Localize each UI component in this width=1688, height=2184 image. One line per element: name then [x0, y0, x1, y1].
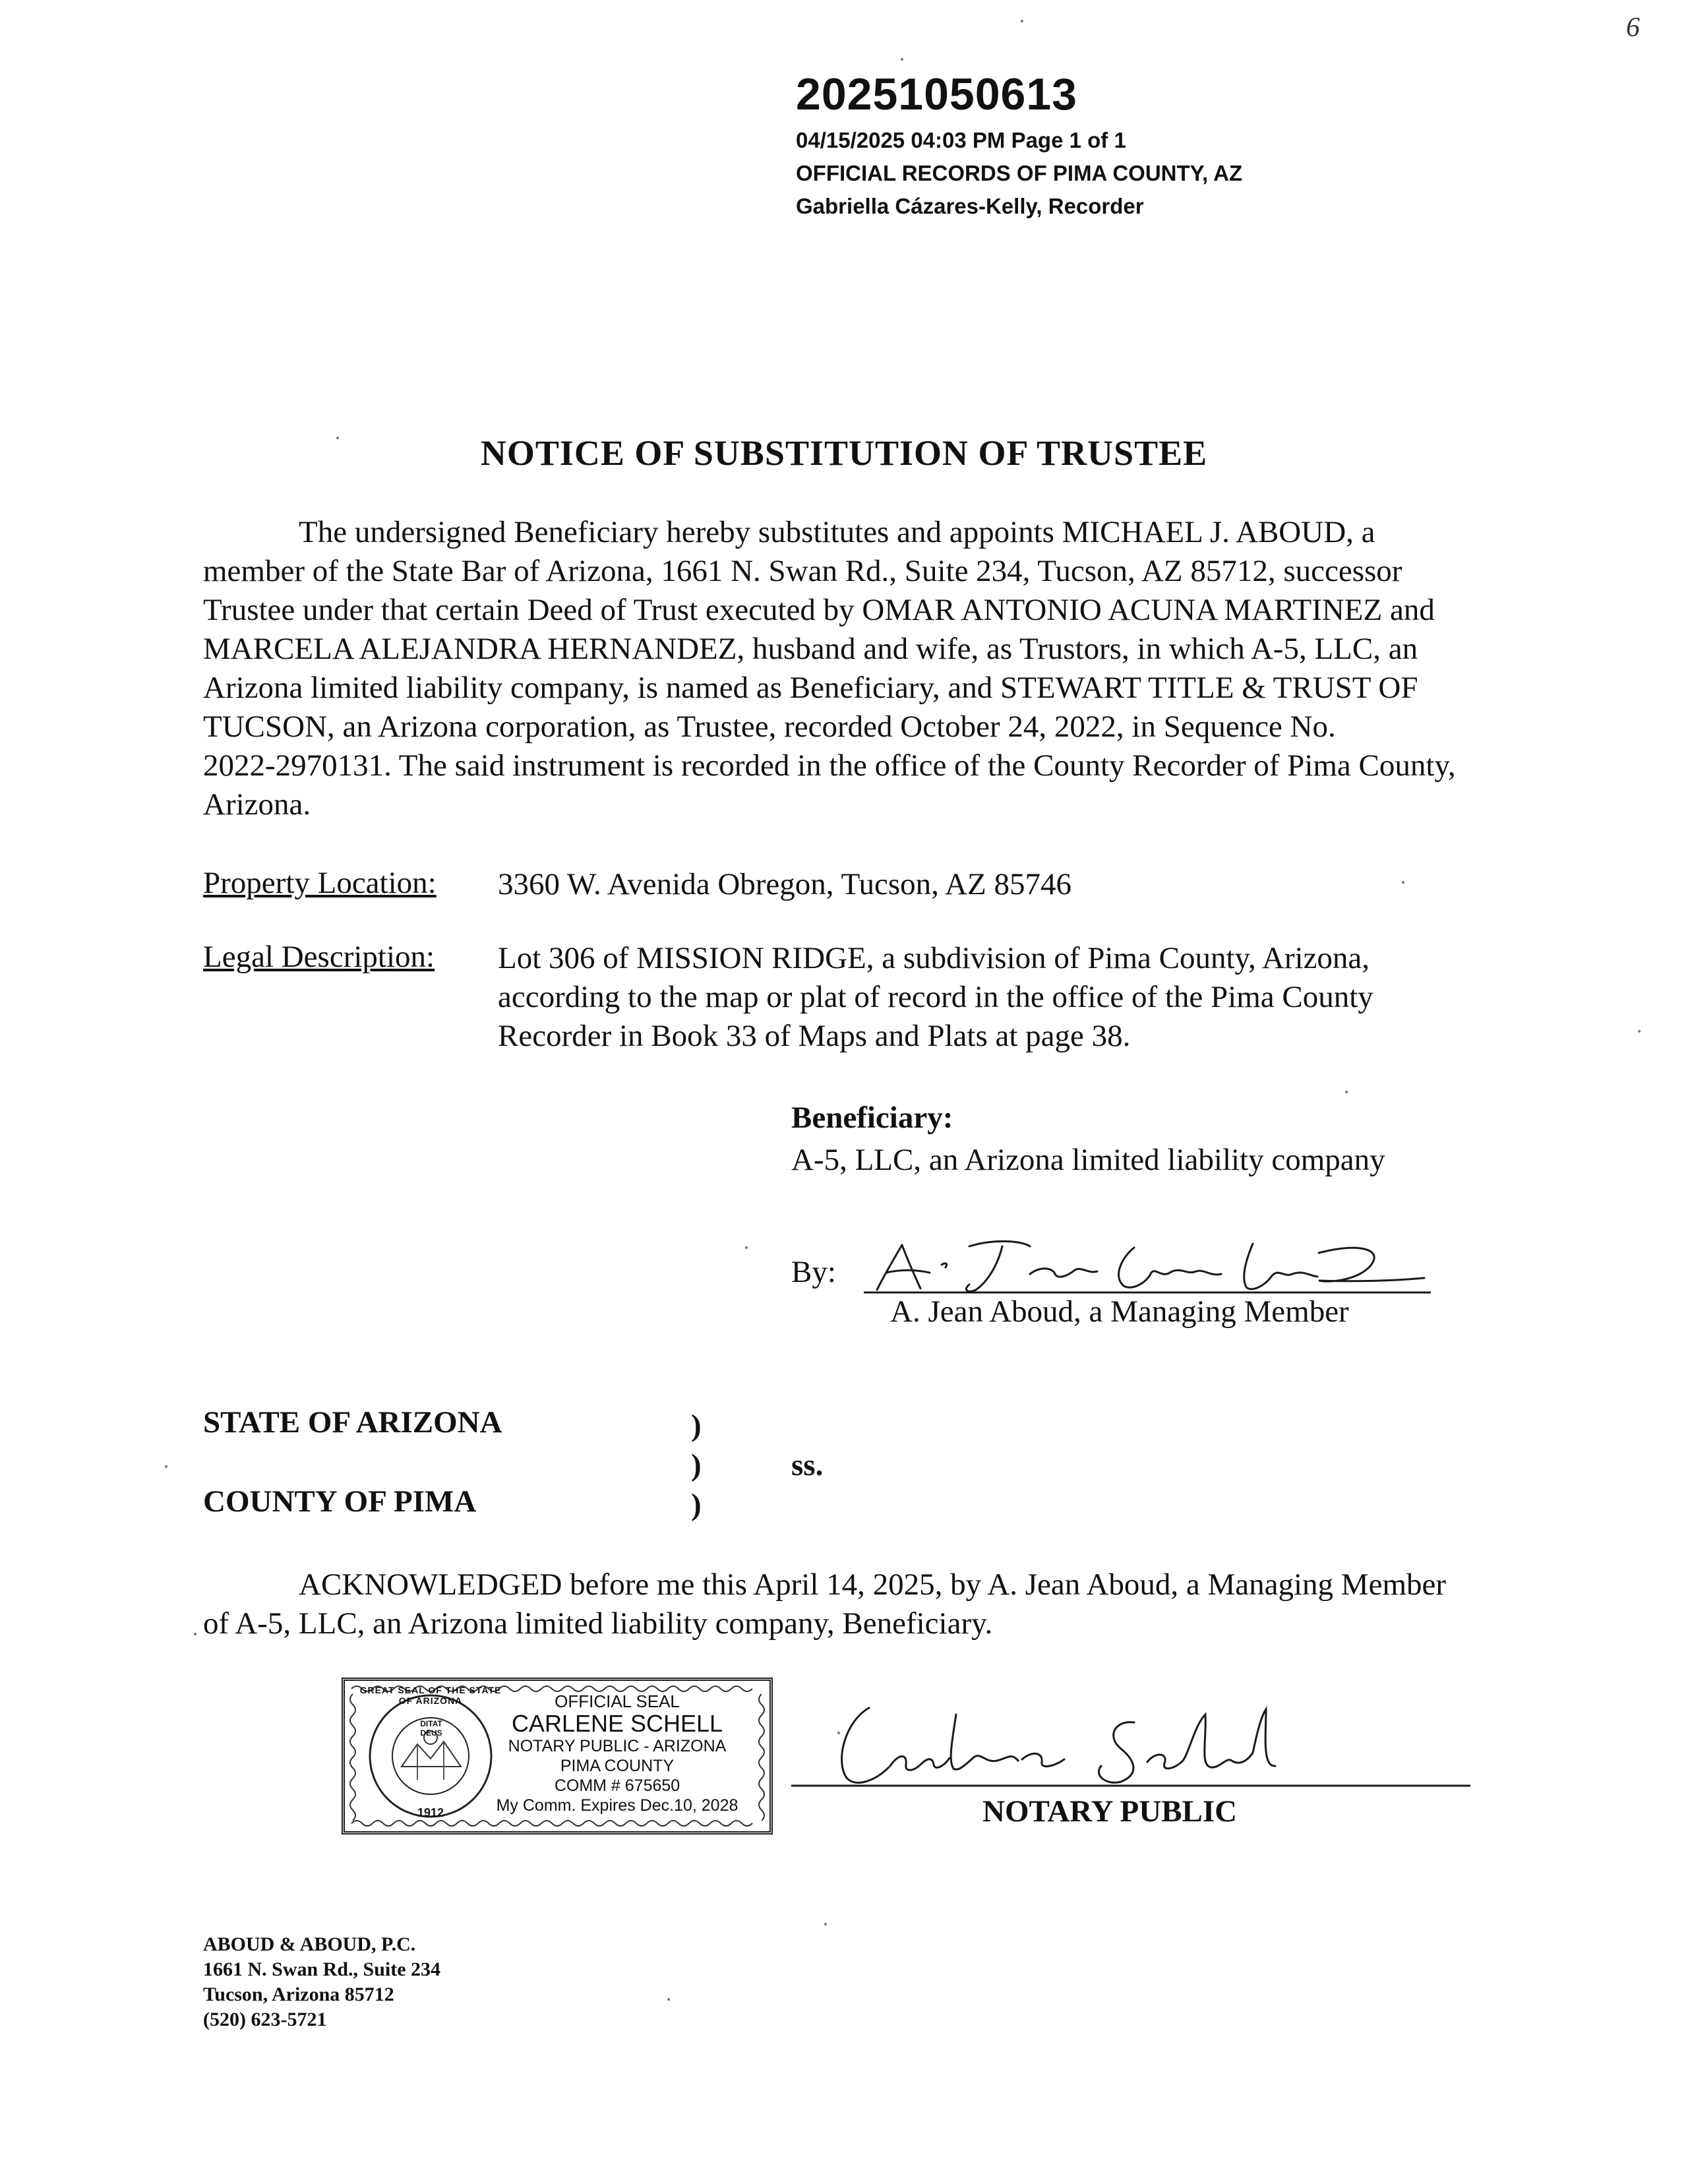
seal-ring-text: GREAT SEAL OF THE STATE OF ARIZONA [359, 1685, 502, 1706]
document-title: NOTICE OF SUBSTITUTION OF TRUSTEE [480, 433, 1208, 473]
acknowledgment-line: of A-5, LLC, an Arizona limited liability company, Beneficiary. [203, 1606, 993, 1641]
recording-number: 20251050613 [796, 69, 1078, 119]
scan-speck [824, 1923, 827, 1926]
scan-speck [165, 1465, 167, 1468]
beneficiary-heading: Beneficiary: [791, 1101, 953, 1135]
signature-aboud [857, 1227, 1437, 1299]
seal-commission-expiry: My Comm. Expires Dec.10, 2028 [496, 1796, 738, 1815]
seal-notary-name: CARLENE SCHELL [511, 1710, 723, 1737]
signer-name: A. Jean Aboud, a Managing Member [890, 1294, 1349, 1329]
scan-speck [745, 1246, 748, 1249]
scan-speck [1638, 1030, 1641, 1033]
intro-line: The undersigned Beneficiary hereby substitutes and appoints MICHAEL J. ABOUD, a [299, 515, 1375, 549]
property-location-label: Property Location: [203, 866, 437, 900]
venue-paren: ) [691, 1448, 702, 1482]
notary-signature [791, 1688, 1470, 1800]
property-location-value: 3360 W. Avenida Obregon, Tucson, AZ 85746 [498, 867, 1071, 901]
intro-line: 2022-2970131. The said instrument is recorded in the office of the County Recorder of Pima County, [203, 748, 1456, 783]
firm-address-line2: Tucson, Arizona 85712 [203, 1984, 394, 2005]
legal-line: Recorder in Book 33 of Maps and Plats at page 38. [498, 1019, 1131, 1053]
scan-speck [1402, 881, 1404, 884]
legal-line: according to the map or plat of record in the office of the Pima County [498, 980, 1373, 1014]
seal-official-seal: OFFICIAL SEAL [555, 1691, 680, 1711]
venue-paren: ) [691, 1409, 702, 1443]
firm-address-block [203, 1932, 440, 2032]
recording-datetime: 04/15/2025 04:03 PM Page 1 of 1 [796, 128, 1126, 152]
intro-line: member of the State Bar of Arizona, 1661 N. Swan Rd., Suite 234, Tucson, AZ 85712, successor [203, 554, 1402, 588]
venue-state: STATE OF ARIZONA [203, 1405, 502, 1440]
intro-paragraph [203, 513, 1485, 824]
seal-year: 1912 [417, 1806, 444, 1819]
scan-speck [1021, 20, 1023, 22]
legal-description-label: Legal Description: [203, 940, 435, 974]
seal-notary-title: NOTARY PUBLIC - ARIZONA [508, 1737, 727, 1755]
seal-commission-number: COMM # 675650 [554, 1776, 680, 1795]
seal-motto: DITAT DEUS [420, 1719, 442, 1738]
recording-office: OFFICIAL RECORDS OF PIMA COUNTY, AZ [796, 161, 1243, 185]
recording-stamp [796, 69, 1242, 223]
scan-speck [194, 1633, 196, 1635]
recorder-name: Gabriella Cázares-Kelly, Recorder [796, 194, 1144, 218]
beneficiary-name: A-5, LLC, an Arizona limited liability company [791, 1143, 1385, 1177]
legal-line: Lot 306 of MISSION RIDGE, a subdivision of Pima County, Arizona, [498, 941, 1370, 975]
notary-public-label: NOTARY PUBLIC [982, 1794, 1238, 1829]
scan-speck [336, 437, 339, 439]
acknowledgment-line: ACKNOWLEDGED before me this April 14, 2025, by A. Jean Aboud, a Managing Member [299, 1567, 1447, 1602]
corner-handwritten-mark: 6 [1626, 13, 1640, 43]
acknowledgment-paragraph [203, 1565, 1485, 1643]
venue-ss: ss. [791, 1448, 824, 1482]
venue-paren: ) [691, 1488, 702, 1522]
intro-line: Trustee under that certain Deed of Trust executed by OMAR ANTONIO ACUNA MARTINEZ and [203, 593, 1435, 627]
scan-speck [1345, 1091, 1348, 1093]
seal-text-block [495, 1691, 739, 1815]
intro-line: Arizona. [203, 787, 311, 822]
seal-county: PIMA COUNTY [560, 1757, 675, 1775]
intro-line: Arizona limited liability company, is named as Beneficiary, and STEWART TITLE & TRUST OF [203, 671, 1418, 705]
notary-seal-stamp [342, 1678, 773, 1835]
firm-name: ABOUD & ABOUD, P.C. [203, 1933, 416, 1955]
scan-speck [901, 58, 903, 61]
firm-phone: (520) 623-5721 [203, 2009, 327, 2030]
intro-line: TUCSON, an Arizona corporation, as Trustee, recorded October 24, 2022, in Sequence No. [203, 710, 1336, 744]
firm-address-line1: 1661 N. Swan Rd., Suite 234 [203, 1958, 441, 1980]
venue-county: COUNTY OF PIMA [203, 1484, 477, 1519]
scan-speck [667, 1998, 670, 2001]
by-label: By: [791, 1255, 836, 1289]
intro-line: MARCELA ALEJANDRA HERNANDEZ, husband and wife, as Trustors, in which A-5, LLC, an [203, 632, 1418, 666]
scan-speck [837, 1732, 840, 1734]
legal-description-text [498, 939, 1485, 1056]
